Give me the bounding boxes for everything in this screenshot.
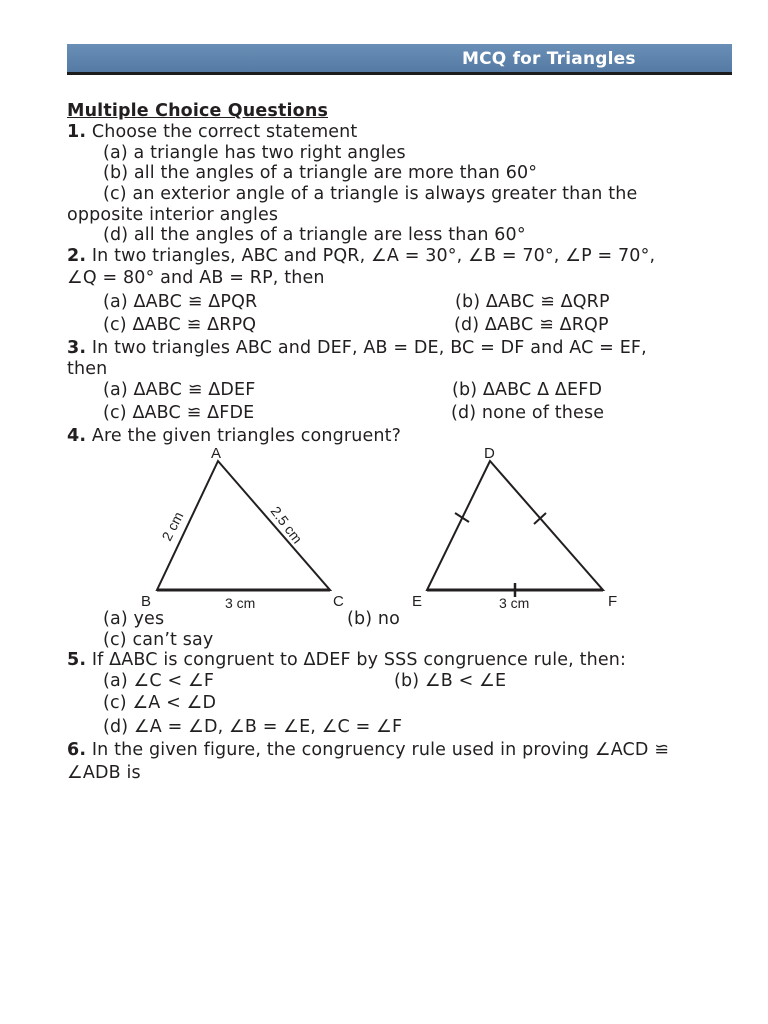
question-number: 4. (67, 426, 87, 446)
q1-option-a: (a) a triangle has two right angles (103, 143, 406, 163)
question-number: 5. (67, 650, 87, 670)
side-label-ef: 3 cm (499, 595, 530, 611)
q4-option-c: (c) can’t say (103, 630, 214, 650)
header-bar (67, 44, 732, 75)
q3-option-d: (d) none of these (451, 403, 605, 423)
question-3-continued: then (67, 359, 108, 379)
side-label-bc: 3 cm (225, 595, 256, 611)
q3-option-c: (c) ΔABC ≌ ΔFDE (103, 403, 255, 423)
question-2-continued: ∠Q = 80° and AB = RP, then (67, 268, 325, 288)
side-label-ac: 2.5 cm (267, 503, 306, 547)
question-text: Choose the correct statement (91, 122, 358, 142)
question-text: In the given figure, the congruency rule used in proving ∠ACD ≌ (91, 740, 670, 760)
q5-option-a: (a) ∠C < ∠F (103, 671, 215, 691)
q4-option-a: (a) yes (103, 609, 165, 629)
triangle-def (427, 461, 603, 590)
question-number: 2. (67, 246, 87, 266)
vertex-label-f: F (608, 593, 618, 610)
vertex-label-a: A (211, 445, 222, 462)
triangles-figure (130, 440, 630, 615)
q3-option-a: (a) ΔABC ≌ ΔDEF (103, 380, 256, 400)
question-text: Are the given triangles congruent? (91, 426, 402, 446)
tick-mark-de (455, 513, 469, 522)
page-title: MCQ for Triangles (462, 49, 636, 69)
question-number: 6. (67, 740, 87, 760)
question-text: In two triangles ABC and DEF, AB = DE, BC = DF and AC = EF, (91, 338, 647, 358)
q5-option-d: (d) ∠A = ∠D, ∠B = ∠E, ∠C = ∠F (103, 717, 403, 737)
question-text: In two triangles, ABC and PQR, ∠A = 30°, ∠B = 70°, ∠P = 70°, (91, 246, 656, 266)
question-5 (67, 650, 626, 671)
side-label-ab: 2 cm (158, 509, 187, 544)
q2-option-a: (a) ΔABC ≌ ΔPQR (103, 292, 258, 312)
q5-option-b: (b) ∠B < ∠E (394, 671, 507, 691)
question-1 (67, 122, 357, 143)
q1-option-c-continued: opposite interior angles (67, 205, 279, 225)
question-3 (67, 338, 647, 359)
question-number: 3. (67, 338, 87, 358)
question-number: 1. (67, 122, 87, 142)
vertex-label-e: E (412, 593, 423, 610)
question-6-continued: ∠ADB is (67, 763, 141, 783)
question-2 (67, 246, 655, 267)
section-title: Multiple Choice Questions (67, 101, 329, 121)
q1-option-d: (d) all the angles of a triangle are less than 60° (103, 225, 526, 245)
q2-option-c: (c) ΔABC ≌ ΔRPQ (103, 315, 257, 335)
q3-option-b: (b) ΔABC Δ ΔEFD (452, 380, 603, 400)
q5-option-c: (c) ∠A < ∠D (103, 693, 217, 713)
q1-option-b: (b) all the angles of a triangle are more than 60° (103, 163, 538, 183)
q1-option-c: (c) an exterior angle of a triangle is always greater than the (103, 184, 638, 204)
triangle-abc (157, 461, 330, 590)
vertex-label-c: C (333, 593, 344, 610)
vertex-label-b: B (141, 593, 152, 610)
q2-option-d: (d) ΔABC ≌ ΔRQP (454, 315, 609, 335)
vertex-label-d: D (484, 445, 495, 462)
question-text: If ΔABC is congruent to ΔDEF by SSS congruence rule, then: (91, 650, 627, 670)
question-6 (67, 740, 669, 761)
q4-option-b: (b) no (347, 609, 401, 629)
q2-option-b: (b) ΔABC ≌ ΔQRP (455, 292, 610, 312)
